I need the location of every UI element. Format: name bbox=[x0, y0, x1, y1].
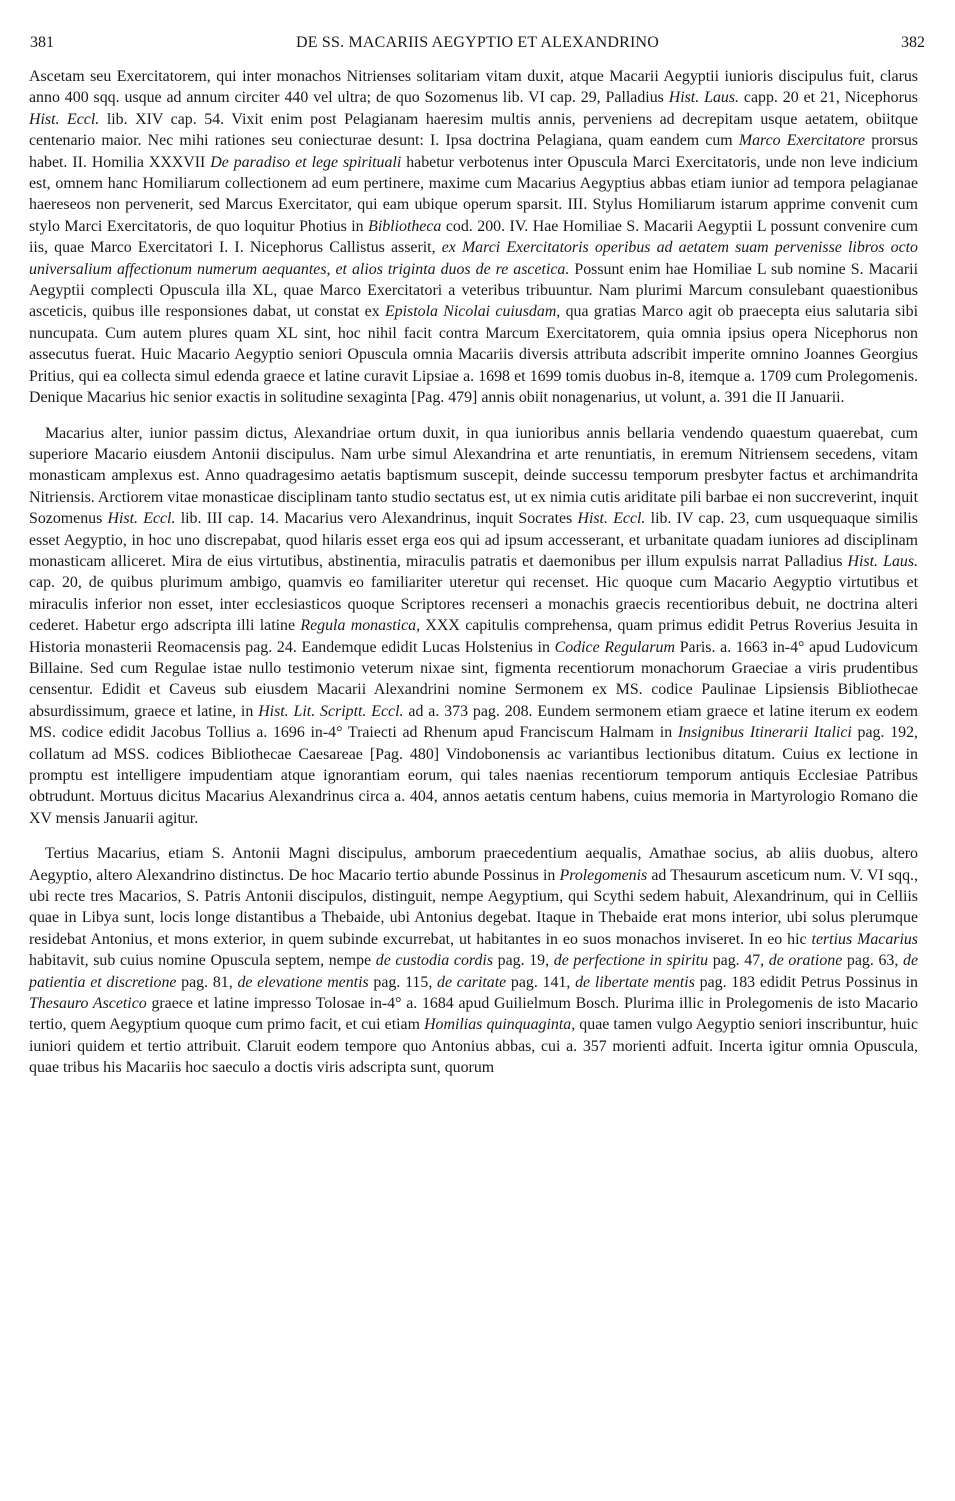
paragraph-2 bbox=[29, 423, 918, 830]
italic-run: Epistola Nicolai cuiusdam, bbox=[384, 303, 561, 321]
text-run: Ascetam seu Exercitatorem, qui inter monachos Nitrienses solitariam vitam duxit, atque Macarii Aegyptii iunioris discipulus fuit, clarus anno 400 sqq. usque ad annum circiter 440 vel ultra; de quo Sozomenus lib. VI cap. 29, Palladius bbox=[29, 68, 918, 107]
italic-run: Hist. Laus. bbox=[847, 552, 918, 570]
italic-run: Codice Regularum bbox=[554, 638, 675, 656]
text-run: pag. 141, bbox=[506, 973, 576, 991]
page-number-left: 381 bbox=[30, 34, 54, 51]
italic-run: Homilias quinquaginta, bbox=[424, 1016, 576, 1034]
text-run: Macarius alter, iunior passim dictus, Alexandriae ortum duxit, in qua iunioribus annis bellaria vendendo quaestum quaerebat, cum superiore Macario eiusdem Antonii discipulus. Nam urbe simul Alexandrina et arte renuntiatis, in eremum Nitriensem secedens, vitam monasticam amplexus est. Anno quadragesimo aetatis baptismum suscepit, deinde successu temporum presbyter factus et archimandrita Nitriensis. Arctiorem vitae monasticae disciplinam tanto studio sectatus est, ut ex nimia cutis ariditate pili barbae ei non succreverint, inquit Sozomenus bbox=[29, 424, 918, 528]
text-run: pag. 115, bbox=[368, 973, 438, 991]
text-run: ad Thesaurum asceticum num. V. VI sqq., ubi recte tres Macarios, S. Patris Antonii discipulos, distinguit, nempe Aegyptium, qui Scythi sedem habuit, Alexandrinum, qui in Celliis quae in Libya sunt, locis longe distantibus a Thebaide, ubi Antonius degebat. Itaque in Thebaide erat mons interior, ubi solus plerumque residebat Antonius, et mons exterior, in quem subinde excurrebat, ut habitantes in eo suos monachos inviseret. In eo hic bbox=[29, 866, 919, 948]
italic-run: Bibliotheca bbox=[368, 217, 442, 235]
text-run: prorsus habet. II. Homilia XXXVII bbox=[29, 132, 918, 171]
text-run: pag. 192, collatum ad MSS. codices Bibliothecae Caesareae [Pag. 480] Vindobonensis ac variantibus lectionibus ditatum. Cuius ex lectione in promptu est intelligere impudentiam atque ignorantiam eorum, qui tales naenias recentiorum temporum antiquis Ecclesiae Patribus obtrudunt. Mortuus dicitus Macarius Alexandrinus circa a. 404, annos aetatis centum habens, cuius memoria in Martyrologio Romano die XV mensis Januarii agitur. bbox=[29, 724, 919, 827]
italic-run: De paradiso et lege spirituali bbox=[210, 153, 402, 171]
italic-run: de oratione bbox=[768, 952, 843, 970]
text-run: graece et latine impresso Tolosae in-4° a. 1684 apud Guilielmum Bosch. Plurima illic in Prolegomenis de isto Macario tertio, quem Aegyptium quoque cum primo facit, et cui etiam bbox=[29, 995, 918, 1034]
italic-run: Hist. Lit. Scriptt. Eccl. bbox=[258, 702, 404, 720]
text-run: pag. 47, bbox=[708, 952, 769, 970]
text-run: lib. III cap. 14. Macarius vero Alexandrinus, inquit Socrates bbox=[175, 510, 578, 528]
italic-run: tertius Macarius bbox=[811, 930, 918, 948]
italic-run: de elevatione mentis bbox=[237, 973, 369, 991]
text-run: capp. 20 et 21, Nicephorus bbox=[739, 89, 918, 107]
text-run: pag. 81, bbox=[176, 973, 238, 991]
italic-run: Prolegomenis bbox=[559, 866, 648, 884]
text-run: Possunt enim hae Homiliae L sub nomine S. Macarii Aegyptii complecti Opuscula illa XL, quae Marco Exercitatori a veteribus tribuuntur. Nam plurimi Marcum consulebant quaestionibus asceticis, quibus ille responsiones dabat, ut constat ex bbox=[29, 260, 918, 321]
italic-run: Regula monastica, bbox=[300, 617, 421, 635]
text-run: cod. 200. IV. Hae Homiliae S. Macarii Aegyptii L possunt convenire cum iis, quae Marco Exercitatori I. I. Nicephorus Callistus asserit, bbox=[29, 217, 918, 257]
italic-run: Insignibus Itinerarii Italici bbox=[677, 724, 852, 742]
italic-run: Hist. Eccl. bbox=[107, 510, 176, 528]
text-run: Paris. a. 1663 in-4° apud Ludovicum Billaine. Sed cum Regulae istae nullo testimonio veterum nixae sint, figmenta recentiorum monachorum Graeciae a viris prudentibus censentur. Edidit et Caveus sub eiusdem Macarii Alexandrini nomine Sermonem ex MS. codice Paulinae Lipsiensis Bibliothecae absurdissimum, graece et latine, in bbox=[29, 638, 918, 720]
text-run: habitavit, sub cuius nomine Opuscula septem, nempe bbox=[29, 952, 376, 970]
text-run: pag. 19, bbox=[493, 952, 554, 970]
text-run: Tertius Macarius, etiam S. Antonii Magni discipulus, amborum praecedentium aequalis, Amathae socius, ab aliis duobus, altero Aegyptio, altero Alexandrino distinctus. De hoc Macario tertio abunde Possinus in bbox=[29, 845, 918, 884]
text-run: ad a. 373 pag. 208. Eundem sermonem etiam graece et latine iterum ex eodem MS. codice edidit Jacobus Tollius a. 1696 in-4° Traiecti ad Rhenum apud Franciscum Halmam in bbox=[29, 702, 918, 742]
text-run: quae tamen vulgo Aegyptio seniori inscribuntur, huic iuniori quidem et tertio attribuit. Claruit eodem tempore quo Antonius abbas, cui a. 357 morienti adfuit. Incerta igitur omnia Opuscula, quae tribus his Macariis hoc saeculo a doctis viris adscripta sunt, quorum bbox=[29, 1016, 919, 1077]
running-title: DE SS. MACARIIS AEGYPTIO ET ALEXANDRINO bbox=[295, 34, 660, 51]
italic-run: ex Marci Exercitatoris operibus ad aetatem suam pervenisse libros octo universalium affectionum numerum aequantes, et alios triginta duos de re ascetica. bbox=[29, 239, 918, 278]
italic-run: de libertate mentis bbox=[575, 973, 695, 991]
paragraph-1 bbox=[29, 66, 918, 409]
italic-run: Hist. Eccl. bbox=[577, 510, 646, 528]
text-run: pag. 183 edidit Petrus Possinus in bbox=[694, 973, 918, 991]
page-number-right: 382 bbox=[901, 34, 925, 51]
italic-run: Hist. Eccl. bbox=[29, 110, 100, 128]
text-run: XXX capitulis comprehensa, quam primus edidit Petrus Roverius Jesuita in Historia monasterii Reomacensis pag. 24. Eandemque edidit Lucas Holstenius in bbox=[29, 617, 918, 656]
italic-run: de custodia cordis bbox=[375, 952, 494, 970]
running-header bbox=[30, 34, 925, 58]
italic-run: Thesauro Ascetico bbox=[29, 995, 147, 1013]
italic-run: de caritate bbox=[437, 973, 507, 991]
text-run: cap. 20, de quibus plurimum ambigo, quamvis eo familiariter uteretur qui recenset. Hic quoque cum Macario Aegyptio virtutibus et miraculis inferior non esset, inter ecclesiasticos quoque Scriptores recenseri a monachis graecis recentioribus debuit, ne doctrina alteri cederet. Habetur ergo adscripta illi latine bbox=[29, 574, 918, 635]
body-text bbox=[29, 66, 918, 1093]
italic-run: de perfectione in spiritu bbox=[553, 952, 709, 970]
italic-run: Marco Exercitatore bbox=[738, 132, 866, 150]
text-run: lib. IV cap. 23, cum usquequaque similis esset Aegyptio, in hoc uno discrepabat, quod hilaris esset erga eos qui ad ipsum accesserant, et urbanitate quadam iuniores ad disciplinam monasticam alliceret. Mira de eius virtutibus, abstinentia, miraculis patratis et daemonibus per illum expulsis narrat Palladius bbox=[29, 510, 918, 570]
text-run: pag. 63, bbox=[842, 952, 904, 970]
text-run: lib. XIV cap. 54. Vixit enim post Pelagianam haeresim multis annis, perveniens ad decrepitam usque aetatem, obiitque centenario maior. Nec mihi rationes seu coniecturae desunt: I. Ipsa doctrina Pelagiana, quam eandem cum bbox=[29, 110, 918, 150]
italic-run: de patientia et discretione bbox=[29, 952, 919, 991]
text-run: habetur verbotenus inter Opuscula Marci Exercitatoris, unde non leve indicium est, omnem hanc Homiliarum collectionem ad eum pertinere, maxime cum Macarius Aegyptius abbas etiam iunior ad tempora pelagianae haereseos non pervenerit, sed Marcus Exercitator, qui eam ubique operum sparsit. III. Stylus Homiliarum istarum apprime convenit cum stylo Marci Exercitatoris, de quo loquitur Photius in bbox=[29, 153, 918, 235]
paragraph-3 bbox=[29, 843, 918, 1078]
text-run: qua gratias Marco agit ob praecepta eius salutaria sibi nuncupata. Cum autem plures quam XL sint, hoc nihil facit contra Marcum Exercitatorem, quia omnia ipsius opera Nicephorus non assecutus fuerat. Huic Macario Aegyptio seniori Opuscula omnia Macariis diversis attributa adscribit imperite omnino Joannes Georgius Pritius, qui ea collecta simul edenda graece et latine curavit Lipsiae a. 1698 et 1699 tomis duobus in-8, itemque a. 1709 cum Prolegomenis. Denique Macarius hic senior exactis in solitudine sexaginta [Pag. 479] annis obiit nonagenarius, ut volunt, a. 391 die II Januarii. bbox=[29, 303, 918, 407]
italic-run: Hist. Laus. bbox=[668, 89, 739, 107]
